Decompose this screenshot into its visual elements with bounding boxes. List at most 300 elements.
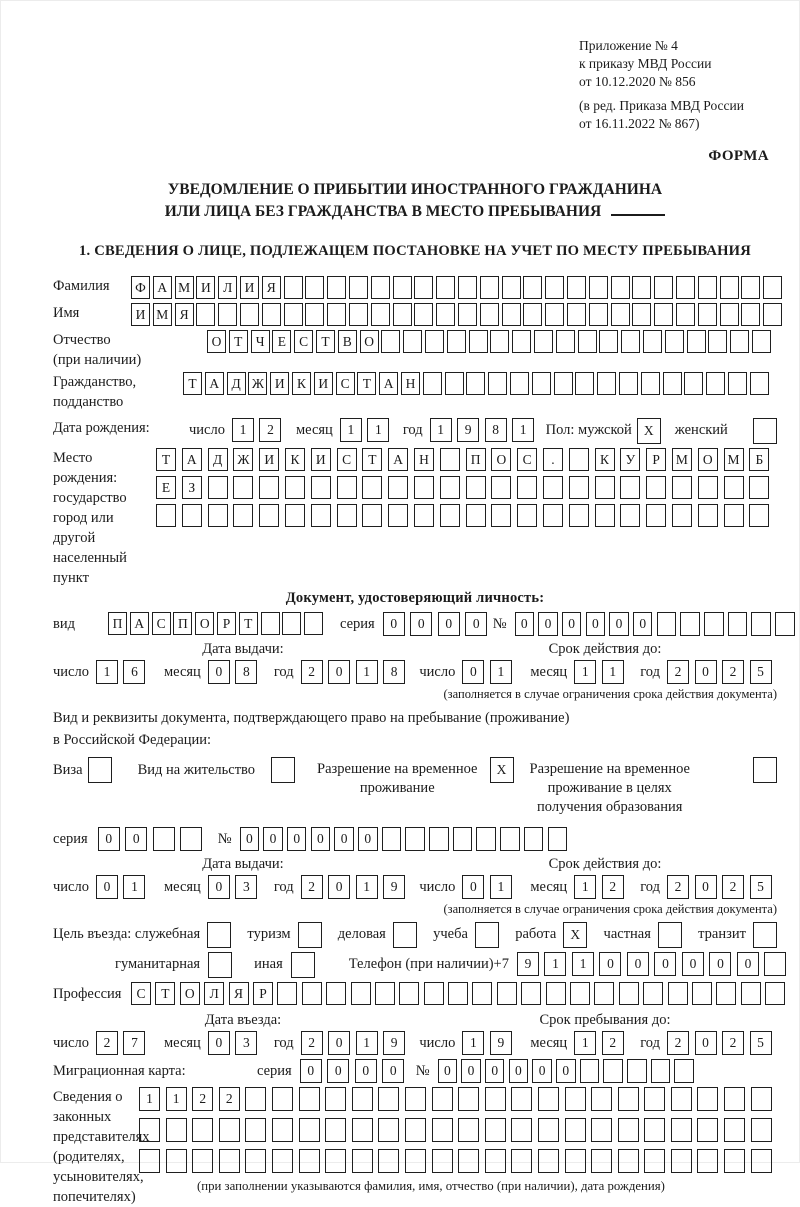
form-cell[interactable]	[233, 476, 253, 499]
form-cell[interactable]	[751, 1087, 772, 1111]
form-cell[interactable]	[599, 330, 618, 353]
form-cell[interactable]: П	[108, 612, 127, 635]
form-cell[interactable]: И	[240, 276, 259, 299]
form-cell[interactable]: Е	[156, 476, 176, 499]
form-cell[interactable]	[351, 982, 371, 1005]
form-cell[interactable]: X	[637, 418, 661, 444]
form-cell[interactable]: 3	[235, 875, 257, 899]
form-cell[interactable]	[556, 330, 575, 353]
form-cell[interactable]: О	[360, 330, 379, 353]
form-cell[interactable]: 0	[709, 952, 731, 976]
form-cell[interactable]	[517, 476, 537, 499]
form-cell[interactable]	[466, 504, 486, 527]
form-cell[interactable]	[724, 476, 744, 499]
form-cell[interactable]	[510, 372, 529, 395]
form-cell[interactable]: 1	[490, 875, 512, 899]
form-cell[interactable]	[453, 827, 473, 851]
form-cell[interactable]	[166, 1149, 187, 1173]
form-cell[interactable]	[291, 952, 315, 978]
form-cell[interactable]: С	[294, 330, 313, 353]
form-cell[interactable]	[646, 476, 666, 499]
form-cell[interactable]: Б	[749, 448, 769, 471]
form-cell[interactable]	[654, 303, 673, 326]
form-cell[interactable]	[381, 330, 400, 353]
form-cell[interactable]: М	[153, 303, 172, 326]
form-cell[interactable]: 0	[682, 952, 704, 976]
form-cell[interactable]: Н	[401, 372, 420, 395]
form-cell[interactable]: Т	[362, 448, 382, 471]
form-cell[interactable]: 0	[328, 660, 350, 684]
form-cell[interactable]	[403, 330, 422, 353]
form-cell[interactable]	[414, 504, 434, 527]
form-cell[interactable]	[720, 276, 739, 299]
form-cell[interactable]	[658, 922, 682, 948]
form-cell[interactable]	[476, 827, 496, 851]
form-cell[interactable]	[632, 303, 651, 326]
form-cell[interactable]	[595, 504, 615, 527]
form-cell[interactable]	[665, 330, 684, 353]
form-cell[interactable]	[751, 1149, 772, 1173]
form-cell[interactable]: 1	[430, 418, 452, 442]
form-cell[interactable]: Т	[357, 372, 376, 395]
form-cell[interactable]	[580, 1059, 600, 1083]
form-cell[interactable]: О	[698, 448, 718, 471]
form-cell[interactable]	[620, 504, 640, 527]
form-cell[interactable]: В	[338, 330, 357, 353]
form-cell[interactable]	[567, 303, 586, 326]
form-cell[interactable]: С	[517, 448, 537, 471]
form-cell[interactable]	[619, 982, 639, 1005]
form-cell[interactable]: 2	[219, 1087, 240, 1111]
form-cell[interactable]	[458, 303, 477, 326]
form-cell[interactable]	[751, 1118, 772, 1142]
form-cell[interactable]	[182, 504, 202, 527]
form-cell[interactable]: X	[563, 922, 587, 948]
form-cell[interactable]: 1	[232, 418, 254, 442]
form-cell[interactable]	[298, 922, 322, 948]
form-cell[interactable]	[749, 476, 769, 499]
form-cell[interactable]	[414, 276, 433, 299]
form-cell[interactable]	[388, 504, 408, 527]
form-cell[interactable]	[697, 1118, 718, 1142]
form-cell[interactable]: 2	[722, 1031, 744, 1055]
form-cell[interactable]	[753, 922, 777, 948]
form-cell[interactable]	[565, 1087, 586, 1111]
form-cell[interactable]	[327, 303, 346, 326]
form-cell[interactable]	[491, 504, 511, 527]
form-cell[interactable]: 1	[356, 1031, 378, 1055]
form-cell[interactable]	[405, 827, 425, 851]
form-cell[interactable]	[621, 330, 640, 353]
form-cell[interactable]: 2	[602, 1031, 624, 1055]
form-cell[interactable]	[475, 922, 499, 948]
form-cell[interactable]	[432, 1149, 453, 1173]
form-cell[interactable]	[671, 1087, 692, 1111]
form-cell[interactable]	[546, 982, 566, 1005]
form-cell[interactable]	[618, 1118, 639, 1142]
form-cell[interactable]: У	[620, 448, 640, 471]
form-cell[interactable]: 0	[263, 827, 283, 851]
form-cell[interactable]	[378, 1149, 399, 1173]
form-cell[interactable]	[325, 1087, 346, 1111]
form-cell[interactable]	[672, 476, 692, 499]
form-cell[interactable]	[399, 982, 419, 1005]
form-cell[interactable]	[207, 922, 231, 948]
form-cell[interactable]	[375, 982, 395, 1005]
form-cell[interactable]	[591, 1087, 612, 1111]
form-cell[interactable]	[425, 330, 444, 353]
form-cell[interactable]	[570, 982, 590, 1005]
form-cell[interactable]	[349, 303, 368, 326]
form-cell[interactable]: К	[292, 372, 311, 395]
form-cell[interactable]	[192, 1149, 213, 1173]
form-cell[interactable]	[218, 303, 237, 326]
form-cell[interactable]	[349, 276, 368, 299]
form-cell[interactable]: 1	[462, 1031, 484, 1055]
form-cell[interactable]: 2	[602, 875, 624, 899]
form-cell[interactable]: С	[131, 982, 151, 1005]
form-cell[interactable]	[259, 476, 279, 499]
form-cell[interactable]	[724, 1118, 745, 1142]
form-cell[interactable]	[445, 372, 464, 395]
form-cell[interactable]	[272, 1087, 293, 1111]
form-cell[interactable]: С	[336, 372, 355, 395]
form-cell[interactable]	[326, 982, 346, 1005]
form-cell[interactable]: А	[205, 372, 224, 395]
form-cell[interactable]: Н	[414, 448, 434, 471]
form-cell[interactable]: Т	[239, 612, 258, 635]
form-cell[interactable]	[261, 612, 280, 635]
form-cell[interactable]	[405, 1149, 426, 1173]
form-cell[interactable]	[569, 448, 589, 471]
form-cell[interactable]: 1	[544, 952, 566, 976]
form-cell[interactable]	[597, 372, 616, 395]
form-cell[interactable]	[674, 1059, 694, 1083]
form-cell[interactable]	[523, 276, 542, 299]
form-cell[interactable]: С	[152, 612, 171, 635]
form-cell[interactable]: А	[130, 612, 149, 635]
form-cell[interactable]	[245, 1149, 266, 1173]
form-cell[interactable]	[764, 952, 786, 976]
form-cell[interactable]	[502, 276, 521, 299]
form-cell[interactable]: 5	[750, 875, 772, 899]
form-cell[interactable]	[627, 1059, 647, 1083]
form-cell[interactable]	[277, 982, 297, 1005]
form-cell[interactable]	[543, 476, 563, 499]
form-cell[interactable]: 2	[722, 660, 744, 684]
form-cell[interactable]: Я	[175, 303, 194, 326]
form-cell[interactable]	[611, 276, 630, 299]
form-cell[interactable]: О	[195, 612, 214, 635]
form-cell[interactable]	[534, 330, 553, 353]
form-cell[interactable]	[753, 757, 777, 783]
form-cell[interactable]: 2	[301, 875, 323, 899]
form-cell[interactable]: 1	[367, 418, 389, 442]
form-cell[interactable]: 0	[327, 1059, 349, 1083]
form-cell[interactable]: 0	[208, 660, 230, 684]
form-cell[interactable]	[684, 372, 703, 395]
form-cell[interactable]	[88, 757, 112, 783]
form-cell[interactable]	[262, 303, 281, 326]
form-cell[interactable]	[775, 612, 795, 636]
form-cell[interactable]	[371, 303, 390, 326]
form-cell[interactable]	[440, 504, 460, 527]
form-cell[interactable]: Ж	[248, 372, 267, 395]
form-cell[interactable]: Р	[253, 982, 273, 1005]
form-cell[interactable]: 1	[96, 660, 118, 684]
form-cell[interactable]: 0	[355, 1059, 377, 1083]
form-cell[interactable]	[302, 982, 322, 1005]
form-cell[interactable]	[378, 1118, 399, 1142]
form-cell[interactable]	[432, 1118, 453, 1142]
form-cell[interactable]	[305, 276, 324, 299]
form-cell[interactable]	[139, 1118, 160, 1142]
form-cell[interactable]: О	[207, 330, 226, 353]
form-cell[interactable]	[724, 504, 744, 527]
form-cell[interactable]	[750, 372, 769, 395]
form-cell[interactable]	[751, 612, 771, 636]
form-cell[interactable]: 1	[139, 1087, 160, 1111]
form-cell[interactable]: Ф	[131, 276, 150, 299]
form-cell[interactable]	[285, 504, 305, 527]
form-cell[interactable]	[393, 276, 412, 299]
form-cell[interactable]	[472, 982, 492, 1005]
form-cell[interactable]	[208, 952, 232, 978]
form-cell[interactable]	[765, 982, 785, 1005]
form-cell[interactable]	[589, 303, 608, 326]
form-cell[interactable]	[663, 372, 682, 395]
form-cell[interactable]: 2	[96, 1031, 118, 1055]
form-cell[interactable]	[763, 276, 782, 299]
form-cell[interactable]	[741, 982, 761, 1005]
form-cell[interactable]: 0	[287, 827, 307, 851]
form-cell[interactable]: 0	[438, 1059, 458, 1083]
form-cell[interactable]	[618, 1087, 639, 1111]
form-cell[interactable]	[458, 1118, 479, 1142]
form-cell[interactable]: С	[337, 448, 357, 471]
form-cell[interactable]: 0	[737, 952, 759, 976]
form-cell[interactable]	[532, 372, 551, 395]
form-cell[interactable]	[753, 418, 777, 444]
form-cell[interactable]: 0	[208, 875, 230, 899]
form-cell[interactable]	[245, 1087, 266, 1111]
form-cell[interactable]	[589, 276, 608, 299]
form-cell[interactable]: 0	[383, 612, 405, 636]
form-cell[interactable]	[646, 504, 666, 527]
form-cell[interactable]	[271, 757, 295, 783]
form-cell[interactable]	[371, 276, 390, 299]
form-cell[interactable]	[500, 827, 520, 851]
form-cell[interactable]: 1	[574, 660, 596, 684]
form-cell[interactable]	[485, 1118, 506, 1142]
form-cell[interactable]	[720, 303, 739, 326]
form-cell[interactable]: 0	[328, 1031, 350, 1055]
form-cell[interactable]: 2	[259, 418, 281, 442]
form-cell[interactable]	[728, 612, 748, 636]
form-cell[interactable]: 1	[602, 660, 624, 684]
form-cell[interactable]: Я	[262, 276, 281, 299]
form-cell[interactable]	[578, 330, 597, 353]
form-cell[interactable]	[565, 1149, 586, 1173]
form-cell[interactable]: 0	[382, 1059, 404, 1083]
form-cell[interactable]: Т	[156, 448, 176, 471]
form-cell[interactable]: Д	[208, 448, 228, 471]
form-cell[interactable]: 1	[512, 418, 534, 442]
form-cell[interactable]: 0	[334, 827, 354, 851]
form-cell[interactable]	[299, 1118, 320, 1142]
form-cell[interactable]	[595, 476, 615, 499]
form-cell[interactable]	[480, 276, 499, 299]
form-cell[interactable]: 0	[538, 612, 558, 636]
form-cell[interactable]	[676, 276, 695, 299]
form-cell[interactable]: 0	[515, 612, 535, 636]
form-cell[interactable]: 0	[461, 1059, 481, 1083]
form-cell[interactable]	[352, 1118, 373, 1142]
form-cell[interactable]	[575, 372, 594, 395]
form-cell[interactable]	[749, 504, 769, 527]
form-cell[interactable]: 0	[240, 827, 260, 851]
form-cell[interactable]: 0	[627, 952, 649, 976]
form-cell[interactable]	[153, 827, 175, 851]
form-cell[interactable]: 1	[574, 1031, 596, 1055]
form-cell[interactable]	[704, 612, 724, 636]
form-cell[interactable]: 0	[695, 875, 717, 899]
form-cell[interactable]	[632, 276, 651, 299]
form-cell[interactable]	[591, 1149, 612, 1173]
form-cell[interactable]: 1	[340, 418, 362, 442]
form-cell[interactable]	[378, 1087, 399, 1111]
form-cell[interactable]: 2	[301, 660, 323, 684]
form-cell[interactable]: 1	[123, 875, 145, 899]
form-cell[interactable]: А	[379, 372, 398, 395]
form-cell[interactable]	[282, 612, 301, 635]
form-cell[interactable]	[196, 303, 215, 326]
form-cell[interactable]	[423, 372, 442, 395]
form-cell[interactable]: К	[595, 448, 615, 471]
form-cell[interactable]: 0	[96, 875, 118, 899]
form-cell[interactable]	[393, 303, 412, 326]
form-cell[interactable]	[245, 1118, 266, 1142]
form-cell[interactable]	[565, 1118, 586, 1142]
form-cell[interactable]	[448, 982, 468, 1005]
form-cell[interactable]	[490, 330, 509, 353]
form-cell[interactable]	[480, 303, 499, 326]
form-cell[interactable]	[502, 303, 521, 326]
form-cell[interactable]	[327, 276, 346, 299]
form-cell[interactable]: И	[196, 276, 215, 299]
form-cell[interactable]	[697, 1087, 718, 1111]
form-cell[interactable]: 3	[235, 1031, 257, 1055]
form-cell[interactable]: 0	[300, 1059, 322, 1083]
form-cell[interactable]	[511, 1087, 532, 1111]
form-cell[interactable]: Ж	[233, 448, 253, 471]
form-cell[interactable]: М	[175, 276, 194, 299]
form-cell[interactable]	[491, 476, 511, 499]
form-cell[interactable]	[156, 504, 176, 527]
form-cell[interactable]	[485, 1087, 506, 1111]
form-cell[interactable]: 0	[609, 612, 629, 636]
form-cell[interactable]: 2	[301, 1031, 323, 1055]
form-cell[interactable]	[763, 303, 782, 326]
form-cell[interactable]	[676, 303, 695, 326]
form-cell[interactable]	[698, 504, 718, 527]
form-cell[interactable]	[337, 504, 357, 527]
form-cell[interactable]	[741, 276, 760, 299]
form-cell[interactable]	[521, 982, 541, 1005]
form-cell[interactable]: Л	[204, 982, 224, 1005]
form-cell[interactable]: 0	[125, 827, 147, 851]
form-cell[interactable]: 8	[235, 660, 257, 684]
form-cell[interactable]: Т	[229, 330, 248, 353]
form-cell[interactable]	[497, 982, 517, 1005]
form-cell[interactable]: 0	[562, 612, 582, 636]
form-cell[interactable]	[554, 372, 573, 395]
form-cell[interactable]	[741, 303, 760, 326]
form-cell[interactable]: Л	[218, 276, 237, 299]
form-cell[interactable]	[545, 303, 564, 326]
form-cell[interactable]	[440, 448, 460, 471]
form-cell[interactable]	[388, 476, 408, 499]
form-cell[interactable]: Т	[155, 982, 175, 1005]
form-cell[interactable]: 1	[166, 1087, 187, 1111]
form-cell[interactable]: 0	[599, 952, 621, 976]
form-cell[interactable]	[458, 1149, 479, 1173]
form-cell[interactable]: 9	[383, 875, 405, 899]
form-cell[interactable]: 1	[356, 875, 378, 899]
form-cell[interactable]: 2	[667, 660, 689, 684]
form-cell[interactable]: 0	[438, 612, 460, 636]
form-cell[interactable]	[671, 1149, 692, 1173]
form-cell[interactable]	[538, 1118, 559, 1142]
form-cell[interactable]	[219, 1149, 240, 1173]
form-cell[interactable]	[362, 476, 382, 499]
form-cell[interactable]: 0	[654, 952, 676, 976]
form-cell[interactable]	[139, 1149, 160, 1173]
form-cell[interactable]	[272, 1149, 293, 1173]
form-cell[interactable]: И	[259, 448, 279, 471]
form-cell[interactable]: 0	[633, 612, 653, 636]
form-cell[interactable]: Р	[646, 448, 666, 471]
form-cell[interactable]: 2	[667, 1031, 689, 1055]
form-cell[interactable]	[304, 612, 323, 635]
form-cell[interactable]	[299, 1087, 320, 1111]
form-cell[interactable]: 2	[722, 875, 744, 899]
form-cell[interactable]	[672, 504, 692, 527]
form-cell[interactable]: 2	[667, 875, 689, 899]
form-cell[interactable]	[524, 827, 544, 851]
form-cell[interactable]	[643, 982, 663, 1005]
form-cell[interactable]	[285, 476, 305, 499]
form-cell[interactable]: 9	[490, 1031, 512, 1055]
form-cell[interactable]	[708, 330, 727, 353]
form-cell[interactable]: А	[153, 276, 172, 299]
form-cell[interactable]	[414, 303, 433, 326]
form-cell[interactable]	[436, 303, 455, 326]
form-cell[interactable]	[284, 303, 303, 326]
form-cell[interactable]	[405, 1087, 426, 1111]
form-cell[interactable]	[644, 1087, 665, 1111]
form-cell[interactable]	[458, 276, 477, 299]
form-cell[interactable]: 0	[208, 1031, 230, 1055]
form-cell[interactable]	[569, 476, 589, 499]
form-cell[interactable]: И	[131, 303, 150, 326]
form-cell[interactable]: А	[388, 448, 408, 471]
form-cell[interactable]: О	[180, 982, 200, 1005]
form-cell[interactable]: 0	[410, 612, 432, 636]
form-cell[interactable]	[180, 827, 202, 851]
form-cell[interactable]: 0	[695, 1031, 717, 1055]
form-cell[interactable]	[697, 1149, 718, 1173]
